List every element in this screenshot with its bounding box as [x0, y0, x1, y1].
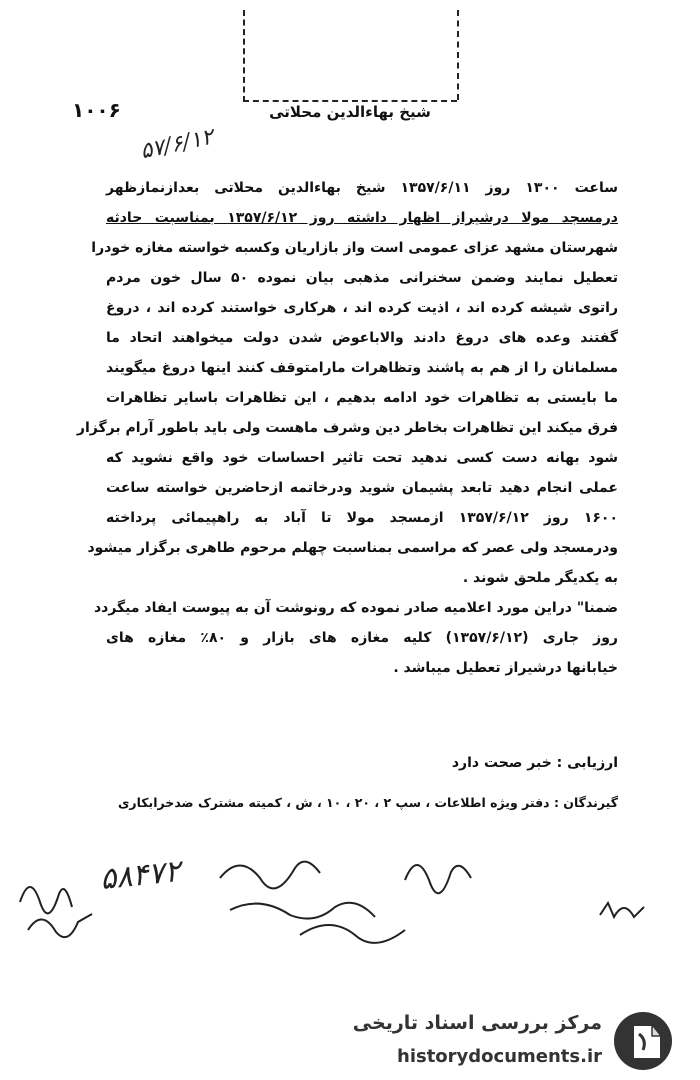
body-line: عملی انجام دهید تابعد پشیمان شوید ودرخاتمه ازحاضرین خواسته ساعت: [106, 480, 618, 496]
document-title: شیخ بهاءالدین محلاتی: [269, 103, 431, 121]
body-line: شهرستان مشهد عزای عمومی است واز بازاریان وکسبه خواسته مغازه خودرا: [91, 240, 618, 256]
postscript-line: روز جاری (۱۳۵۷/۶/۱۲) کلیه مغازه های بازار و ۸۰٪ مغازه های: [106, 630, 618, 646]
body-line: ما بایستی به تظاهرات خود ادامه بدهیم ، این تظاهرات باسایر تظاهرات: [106, 390, 618, 406]
watermark-url: historydocuments.ir: [397, 1046, 602, 1067]
history-documents-logo-icon: [612, 1010, 674, 1072]
evaluation-text: ارزیابی : خبر صحت دارد: [451, 755, 618, 771]
body-line: فرق میکند این تظاهرات بخاطر دین وشرف ماهست ولی باید باطور آرام برگزار: [76, 420, 618, 436]
body-line: ساعت ۱۳۰۰ روز ۱۳۵۷/۶/۱۱ شیخ بهاءالدین محلاتی بعدازنمازظهر: [106, 180, 618, 196]
document-number: ۱۰۰۶: [72, 98, 121, 122]
body-line: درمسجد مولا درشیراز اظهار داشته روز ۱۳۵۷/۶/۱۲ بمناسبت حادثه: [106, 210, 618, 226]
watermark-title: مرکز بررسی اسناد تاریخی: [352, 1012, 602, 1034]
body-line: به یکدیگر ملحق شوند .: [462, 570, 618, 586]
body-line: شود بهانه دست کسی ندهید تحت تاثیر احساسات خود واقع نشوید که: [106, 450, 618, 466]
signature-scribble: [600, 903, 644, 917]
handwritten-date-mark: ۵۷/۶/۱۲: [138, 124, 216, 165]
signature-scribble: [28, 914, 92, 937]
body-line: ودرمسجد ولی عصر که مراسمی بمناسبت چهلم مرحوم طاهری برگزار میشود: [87, 540, 618, 556]
signature-scribble: [300, 925, 405, 943]
recipients-text: گیرندگان : دفتر ویژه اطلاعات ، سپ ۲ ، ۲۰ ، ۱۰ ، ش ، کمیته مشترک ضدخرابکاری: [117, 795, 618, 810]
handwritten-number: ۵۸۴۷۲: [98, 853, 183, 898]
signatures: [0, 840, 700, 980]
postscript-line: ضمنا" دراین مورد اعلامیه صادر نموده که رونوشت آن به پیوست ایفاد میگردد: [93, 600, 618, 616]
body-line: ۱۶۰۰ روز ۱۳۵۷/۶/۱۲ ازمسجد مولا تا آباد به راهپیمائی پرداخته: [106, 510, 618, 526]
body-line: گفتند وعده های دروغ دادند والاباعوض شدن دولت میخواهند اتحاد ما: [106, 330, 618, 346]
body-line: مسلمانان را از هم به پاشند وتظاهرات مارامتوقف کنند اینها دروغ میگویند: [106, 360, 618, 376]
signature-scribble: [220, 862, 320, 889]
header-stamp-box: [243, 10, 457, 102]
postscript-line: خیابانها درشیراز تعطیل میباشد .: [393, 660, 618, 676]
signature-scribble: [20, 887, 72, 913]
body-line: راتوی شیشه کرده اند ، اذیت کرده اند ، هرکاری خواستند کرده اند ، دروغ: [106, 300, 618, 316]
signature-scribble: [405, 865, 471, 893]
body-line: تعطیل نمایند وضمن سخنرانی مذهبی بیان نموده ۵۰ سال خون مردم: [106, 270, 619, 286]
signature-scribble: [230, 903, 375, 919]
